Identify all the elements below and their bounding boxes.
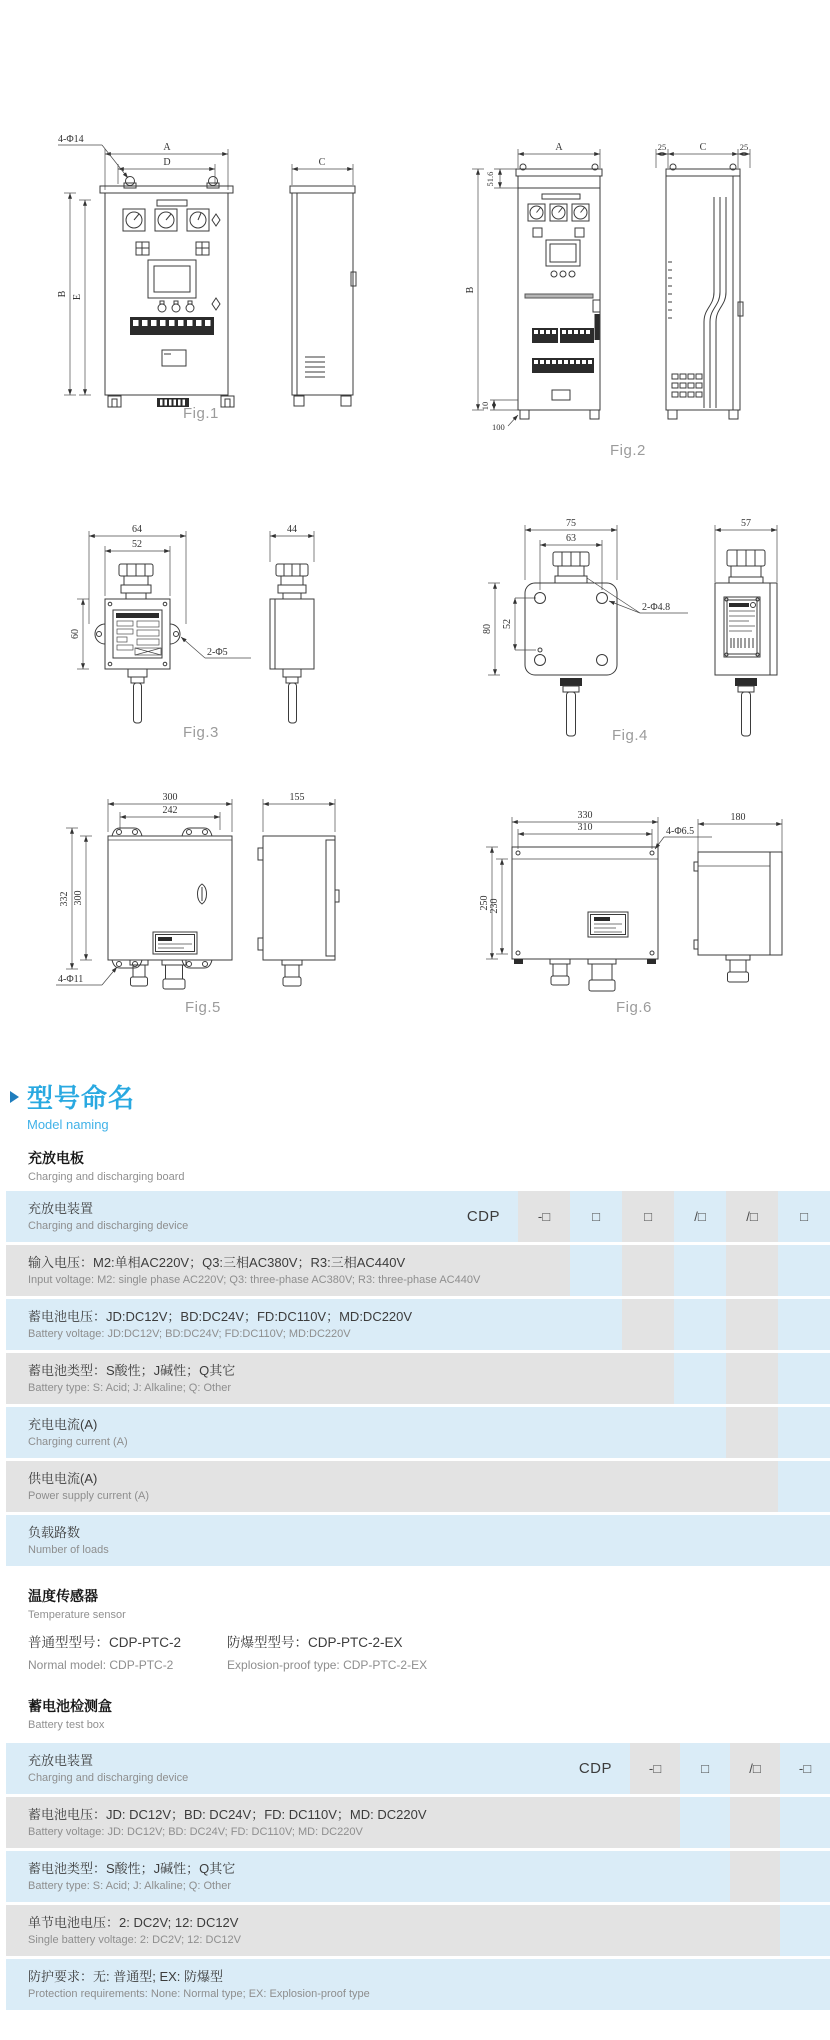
dim-label: E <box>72 293 83 301</box>
board-section-title: 充放电板 Charging and discharging board <box>28 1150 185 1183</box>
dim-label: 310 <box>577 822 593 833</box>
page-subtitle: Model naming <box>27 1117 109 1132</box>
naming-row-battery-voltage: 蓄电池电压：JD: DC12V；BD: DC24V；FD: DC110V；MD: DC220V Battery voltage: JD: DC12V; BD: DC24V; FD: DC110V; MD: DC220V <box>6 1797 830 1848</box>
fig5-drawing <box>50 792 350 1012</box>
dim-label: B <box>465 286 476 294</box>
dim-label: 10 <box>480 401 490 411</box>
dim-label: 230 <box>489 898 500 914</box>
dim-label: 4-Φ14 <box>58 134 84 145</box>
sensor-section-title: 温度传感器 Temperature sensor <box>28 1588 126 1621</box>
board-naming-table <box>6 1191 830 1566</box>
fig6-side-view <box>694 812 782 982</box>
naming-row-battery-voltage: 蓄电池电压：JD:DC12V；BD:DC24V；FD:DC110V；MD:DC220V Battery voltage: JD:DC12V; BD:DC24V; FD:DC110V; MD:DC220V <box>6 1299 830 1350</box>
page-title: 型号命名 <box>27 1083 136 1113</box>
dim-label: 100 <box>492 422 505 432</box>
dim-label: 242 <box>162 805 178 816</box>
fig6-label: Fig.6 <box>616 999 652 1016</box>
fig2-side-view <box>656 142 750 419</box>
naming-row-single-battery-voltage: 单节电池电压：2: DC2V; 12: DC12V Single battery voltage: 2: DC2V; 12: DC12V <box>6 1905 830 1956</box>
naming-row-number-of-loads: 负载路数 Number of loads <box>6 1515 830 1566</box>
dim-label: 25 <box>657 142 667 152</box>
dim-label: 155 <box>289 792 305 803</box>
dim-label: 330 <box>577 810 593 821</box>
fig1-drawing <box>50 112 420 412</box>
dim-label: 300 <box>73 890 84 906</box>
code-box: □ <box>592 1209 600 1224</box>
fig3-label: Fig.3 <box>183 724 219 741</box>
dim-label: 300 <box>162 792 178 803</box>
dim-label: 64 <box>132 524 142 535</box>
dim-label: 2-Φ5 <box>207 647 228 658</box>
model-prefix: CDP <box>578 1760 612 1777</box>
fig5-front-view <box>56 792 232 989</box>
dim-label: C <box>699 142 707 153</box>
fig1-front-view <box>57 134 234 407</box>
dim-label: 180 <box>730 812 746 823</box>
code-box: □ <box>701 1761 709 1776</box>
dim-label: A <box>555 142 563 153</box>
code-box: /□ <box>746 1209 758 1224</box>
dim-label: C <box>318 157 326 168</box>
dim-label: 52 <box>502 619 513 629</box>
dim-label: 52 <box>132 539 142 550</box>
dim-label: 2-Φ4.8 <box>642 602 671 613</box>
dim-label: B <box>57 290 68 298</box>
sensor-explosion-proof-model: 防爆型型号：CDP-PTC-2-EX Explosion-proof type: CDP-PTC-2-EX <box>227 1635 428 1672</box>
fig4-drawing <box>430 518 830 753</box>
dim-label: 63 <box>566 533 576 544</box>
fig3-front-view <box>70 524 251 723</box>
heading-arrow-icon <box>10 1091 19 1103</box>
dim-label: 4-Φ11 <box>58 974 84 985</box>
dim-label: D <box>163 157 171 168</box>
fig2-drawing <box>430 112 790 462</box>
naming-row-charging-current: 充电电流(A) Charging current (A) <box>6 1407 830 1458</box>
dim-label: 25 <box>739 142 749 152</box>
model-naming-heading <box>10 1078 830 1132</box>
fig1-label: Fig.1 <box>183 405 219 422</box>
fig5-side-view <box>258 792 339 986</box>
dim-label: 44 <box>287 524 297 535</box>
naming-row-protection: 防护要求：无: 普通型; EX: 防爆型 Protection requirements: None: Normal type; EX: Explosion-proof type <box>6 1959 830 2010</box>
code-box: -□ <box>648 1761 662 1776</box>
dim-label: 60 <box>70 629 81 639</box>
code-box: /□ <box>749 1761 761 1776</box>
code-box: -□ <box>537 1209 551 1224</box>
naming-row-input-voltage: 输入电压：M2:单相AC220V；Q3:三相AC380V；R3:三相AC440V Input voltage: M2: single phase AC220V; Q3: three-phase AC380V; R3: three-phase AC440V <box>6 1245 830 1296</box>
naming-row-battery-type: 蓄电池类型：S酸性；J碱性；Q其它 Battery type: S: Acid; J: Alkaline; Q: Other <box>6 1353 830 1404</box>
dim-label: A <box>163 142 171 153</box>
naming-row-device <box>6 1191 830 1242</box>
testbox-section-title: 蓄电池检测盒 Battery test box <box>28 1698 112 1731</box>
code-box: □ <box>644 1209 652 1224</box>
fig6-drawing <box>430 792 830 1012</box>
naming-row-device: 充放电装置 Charging and discharging device CDP -□ □ /□ -□ <box>6 1743 830 1794</box>
naming-row-battery-type: 蓄电池类型：S酸性；J碱性；Q其它 Battery type: S: Acid; J: Alkaline; Q: Other <box>6 1851 830 1902</box>
testbox-naming-table <box>6 1743 830 2010</box>
naming-row-supply-current: 供电电流(A) Power supply current (A) <box>6 1461 830 1512</box>
fig2-label: Fig.2 <box>610 442 646 459</box>
fig3-side-view <box>270 524 314 723</box>
model-prefix: CDP <box>466 1208 500 1225</box>
dim-label: 80 <box>482 624 493 634</box>
fig4-label: Fig.4 <box>612 727 648 744</box>
dim-label: 51.6 <box>485 171 495 187</box>
dim-label: 57 <box>741 518 751 529</box>
sensor-models <box>28 1631 830 1672</box>
fig3-drawing <box>55 518 345 748</box>
dim-label: 250 <box>479 895 490 911</box>
fig6-front-view <box>479 810 712 991</box>
fig1-side-view <box>290 157 356 406</box>
code-box: /□ <box>694 1209 706 1224</box>
fig5-label: Fig.5 <box>185 999 221 1016</box>
fig2-front-view <box>465 142 602 432</box>
sensor-normal-model: 普通型型号：CDP-PTC-2 Normal model: CDP-PTC-2 <box>28 1635 182 1672</box>
fig4-side-view <box>715 518 777 736</box>
code-box: -□ <box>798 1761 812 1776</box>
row-label-zh: 充放电装置 <box>28 1201 94 1216</box>
fig4-front-view <box>482 518 688 736</box>
dim-label: 332 <box>59 891 70 907</box>
row-label-en: Charging and discharging device <box>28 1220 189 1232</box>
code-box: □ <box>800 1209 808 1224</box>
dim-label: 75 <box>566 518 576 529</box>
dim-label: 4-Φ6.5 <box>666 826 695 837</box>
